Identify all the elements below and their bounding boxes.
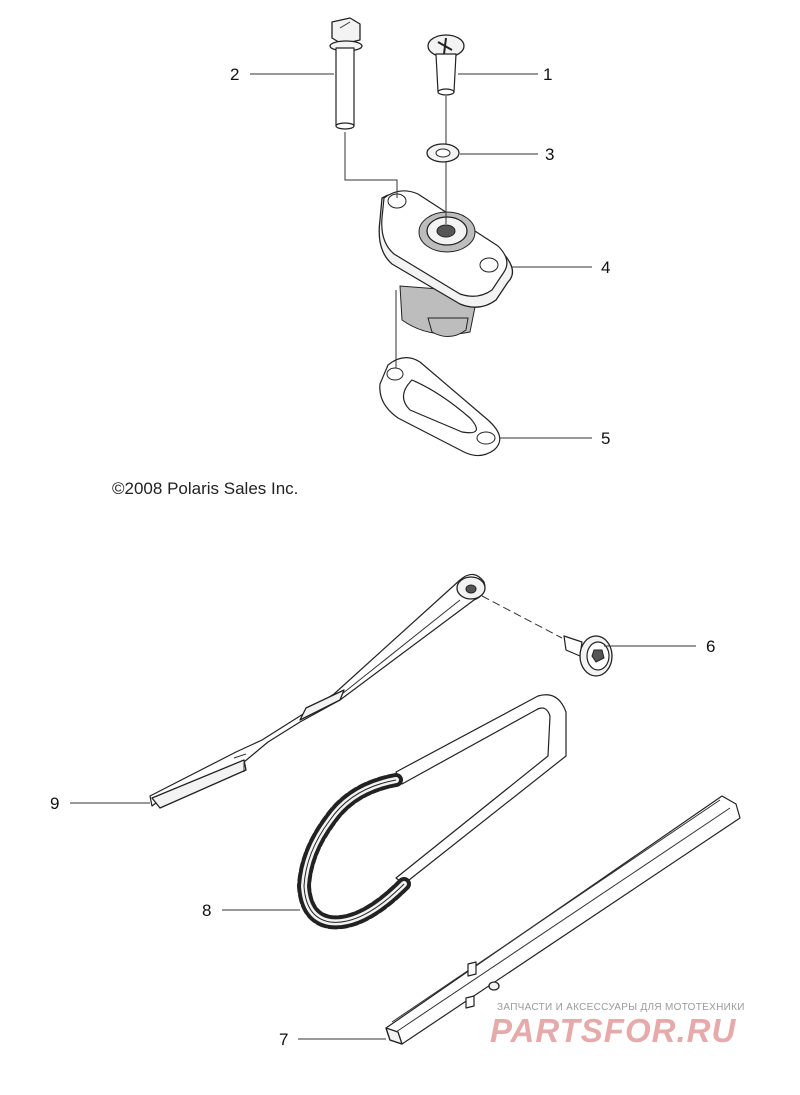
callout-7: 7 xyxy=(279,1030,289,1049)
copyright-notice: ©2008 Polaris Sales Inc. xyxy=(112,479,299,498)
gasket xyxy=(380,358,500,456)
flange-bolt xyxy=(330,18,362,129)
callout-2: 2 xyxy=(230,65,240,84)
callout-3: 3 xyxy=(545,145,555,164)
watermark-logo: PARTSFOR.RU xyxy=(490,1012,737,1049)
phillips-screw xyxy=(428,35,464,95)
callout-8: 8 xyxy=(202,901,212,920)
watermark-tagline: ЗАПЧАСТИ И АКСЕССУАРЫ ДЛЯ МОТОТЕХНИКИ xyxy=(497,1002,745,1013)
callout-5: 5 xyxy=(601,429,611,448)
pivot-bolt xyxy=(482,596,612,676)
callout-6: 6 xyxy=(706,637,716,656)
callout-9: 9 xyxy=(50,794,60,813)
callout-1: 1 xyxy=(543,65,553,84)
callout-4: 4 xyxy=(601,258,611,277)
cam-chain xyxy=(304,695,566,923)
tensioner-blade xyxy=(150,574,485,808)
washer xyxy=(427,144,459,162)
